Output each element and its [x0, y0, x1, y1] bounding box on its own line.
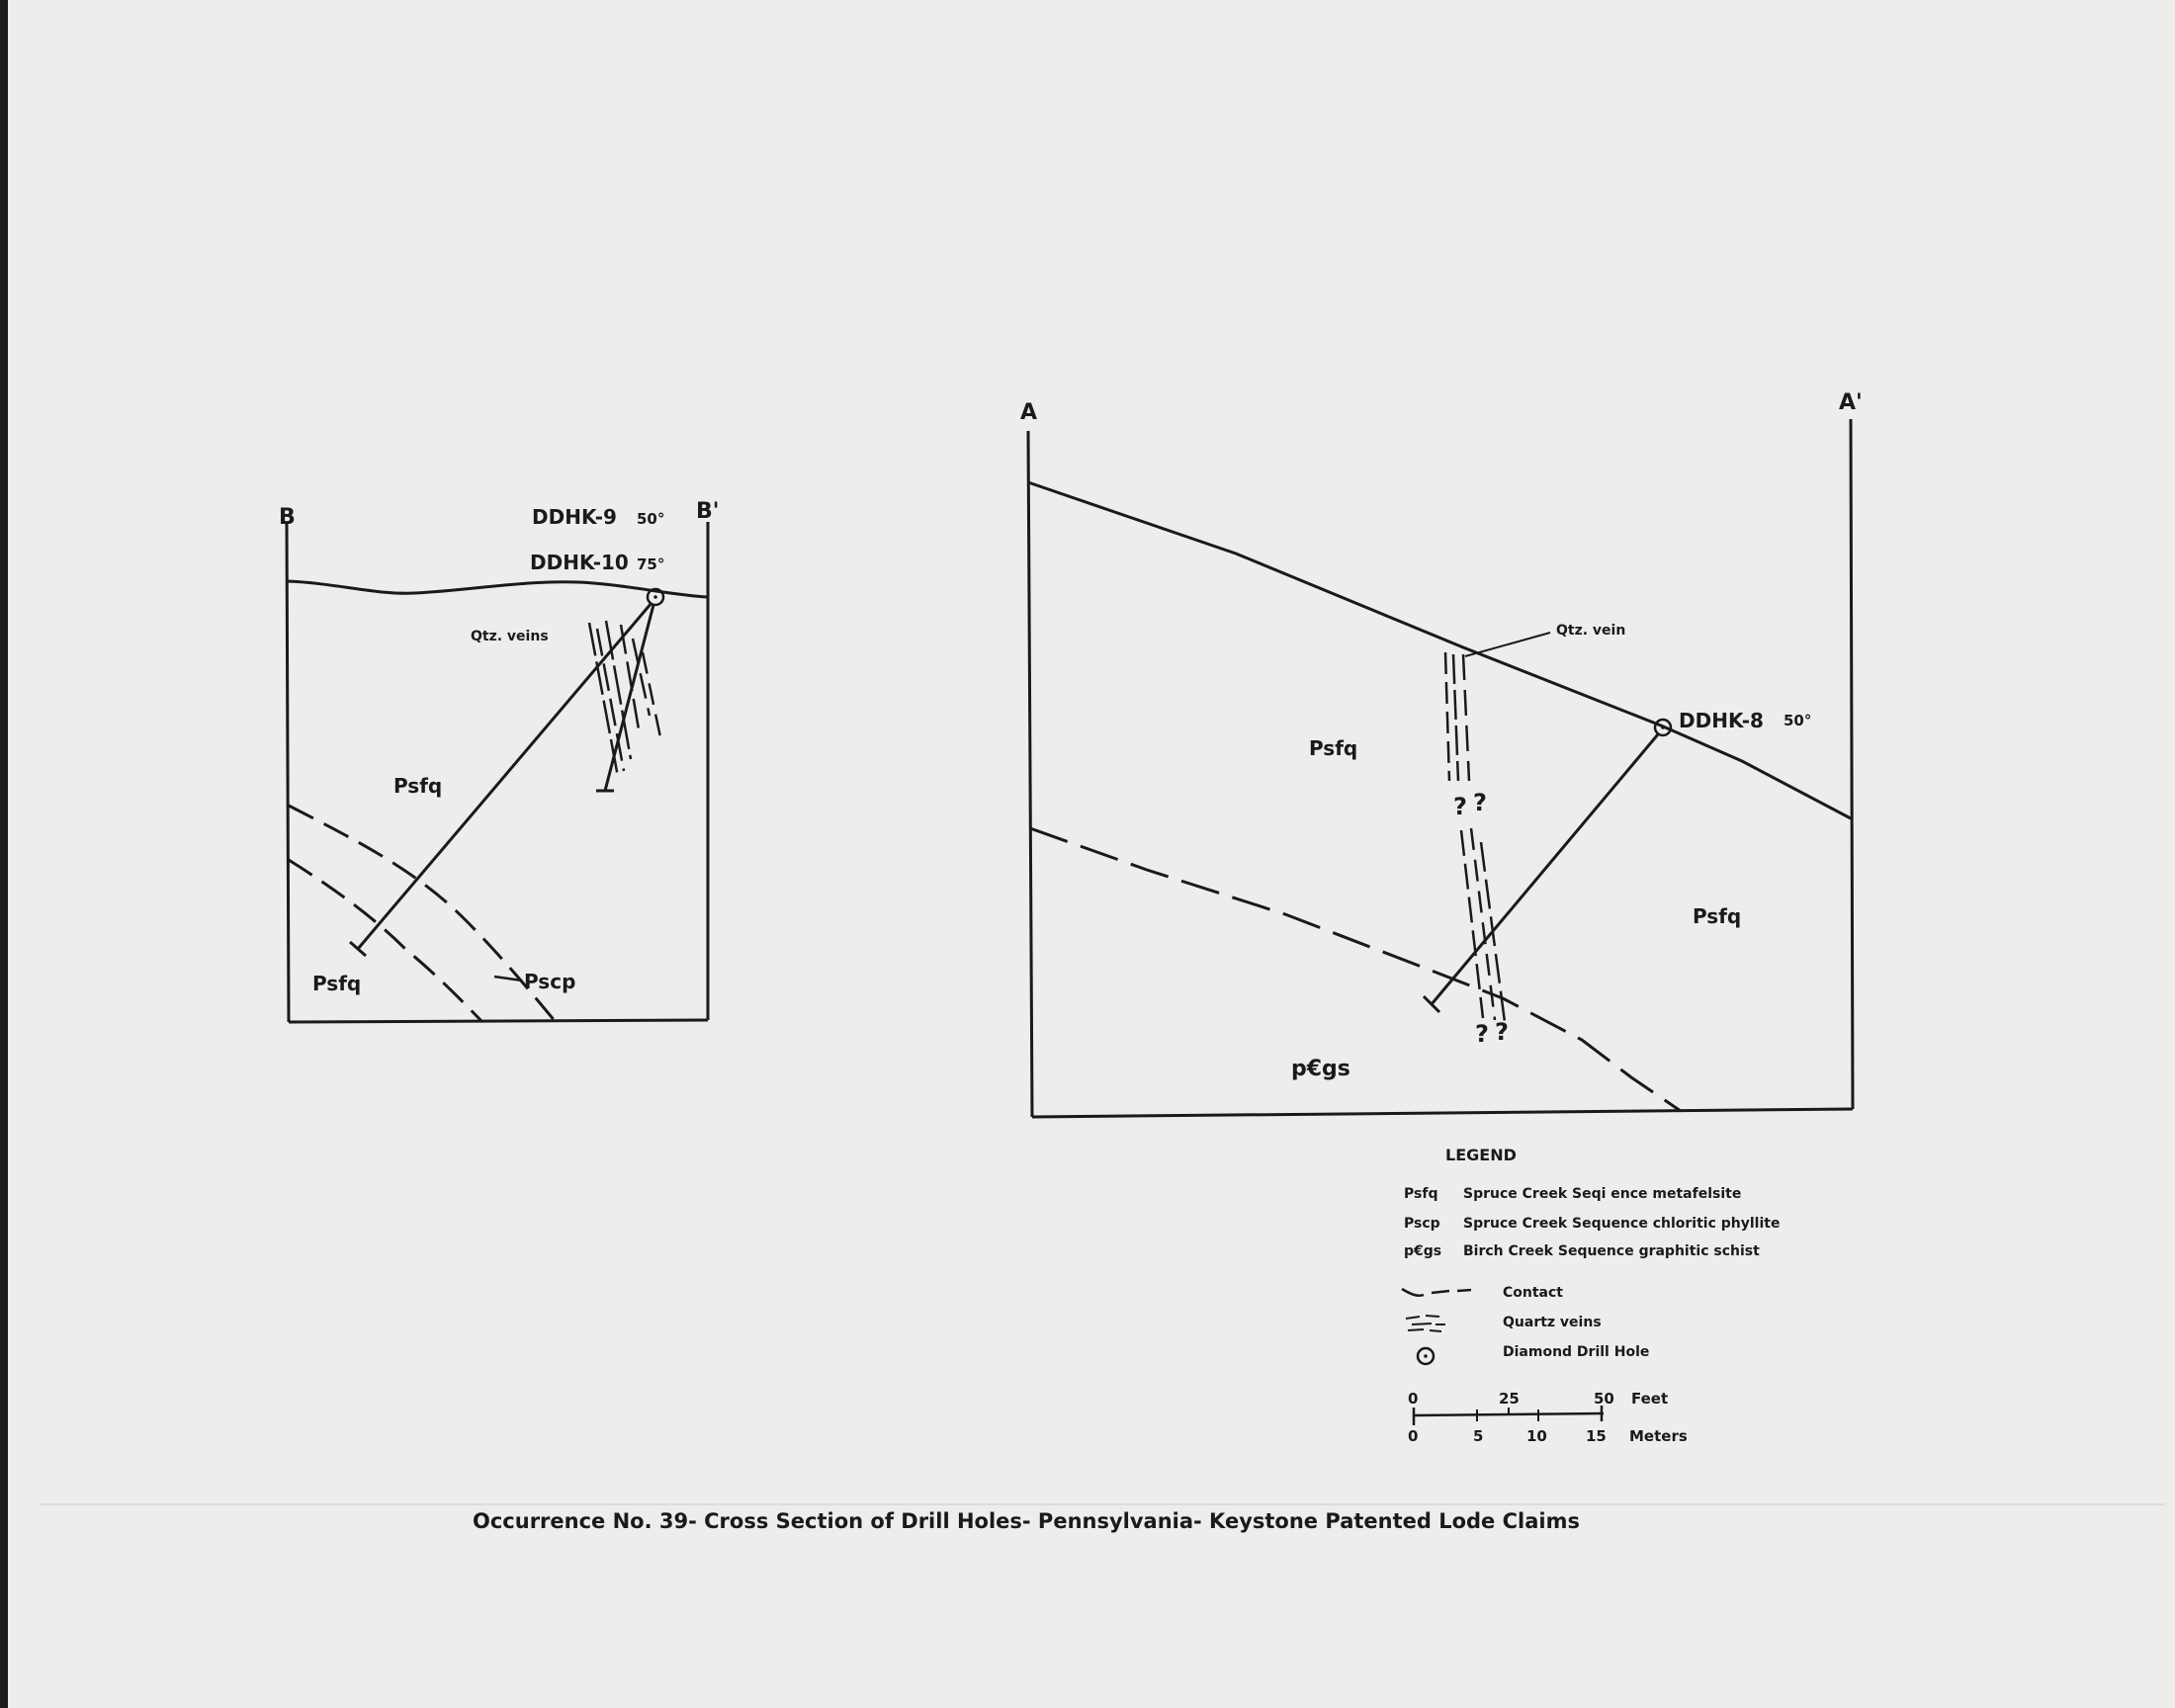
scale-feet-tick-0: 0 — [1408, 1390, 1419, 1408]
hole-ddhk10-angle: 75° — [637, 555, 665, 573]
section-b-bottom-border — [289, 1020, 708, 1022]
scale-meter-tick-15: 15 — [1586, 1427, 1607, 1445]
legend-unit-code-1: Psfq — [1404, 1186, 1438, 1202]
unit-psfq-left: Psfq — [1309, 736, 1358, 760]
drill-hole-collar-dot — [653, 595, 657, 599]
scale-meter-unit: Meters — [1629, 1427, 1688, 1445]
section-b-left-label: B — [279, 505, 296, 530]
unit-psfq-upper: Psfq — [393, 774, 443, 798]
qtz-vein-leader — [1465, 633, 1550, 656]
qtz-veins-label: Qtz. veins — [471, 629, 549, 644]
scale-bar — [1408, 1390, 1688, 1445]
figure-caption: Occurrence No. 39- Cross Section of Drill Holes- Pennsylvania- Keystone Patented Lode Claims — [473, 1509, 1580, 1533]
unit-psfq-right: Psfq — [1693, 904, 1742, 928]
quartz-vein-a — [1445, 652, 1505, 1022]
unit-psfq-lower: Psfq — [312, 972, 362, 995]
legend-unit-code-3: p€gs — [1404, 1243, 1442, 1259]
legend-unit-desc-1: Spruce Creek Seqi ence metafelsite — [1463, 1186, 1742, 1202]
section-b-ground-surface — [288, 581, 708, 597]
section-b — [279, 499, 720, 1022]
unit-pscp: Pscp — [524, 970, 576, 993]
unit-pegs: p€gs — [1291, 1057, 1350, 1081]
hole-ddhk10-label: DDHK-10 — [530, 551, 629, 574]
scale-meter-tick-5: 5 — [1473, 1427, 1484, 1445]
legend-drillhole-label: Diamond Drill Hole — [1503, 1344, 1650, 1360]
contact-line-icon — [1402, 1289, 1471, 1296]
legend-title: LEGEND — [1445, 1146, 1517, 1164]
contact-b-lower — [289, 860, 482, 1022]
hole-ddhk9-label: DDHK-9 — [532, 505, 617, 529]
legend — [1402, 1146, 1780, 1445]
section-a-left-label: A — [1020, 400, 1038, 425]
hole-ddhk8-label: DDHK-8 — [1679, 709, 1764, 732]
hole-ddhk8-angle: 50° — [1784, 712, 1812, 729]
scale-meter-tick-10: 10 — [1526, 1427, 1547, 1445]
section-a-right-border — [1851, 419, 1853, 1109]
legend-unit-desc-3: Birch Creek Sequence graphitic schist — [1463, 1243, 1760, 1259]
section-b-left-border — [287, 522, 289, 1022]
scan-edge — [0, 0, 8, 1708]
drill-hole-ddhk8-dot — [1661, 726, 1665, 729]
contact-a — [1030, 828, 1681, 1111]
quartz-veins-icon — [1406, 1316, 1445, 1331]
section-a-bottom-border — [1032, 1109, 1853, 1117]
qtz-vein-label: Qtz. vein — [1556, 623, 1626, 639]
section-a-left-border — [1028, 431, 1032, 1117]
uncertain-mark-4: ? — [1495, 1018, 1509, 1046]
section-a-ground-surface — [1028, 482, 1851, 818]
scale-feet-tick-50: 50 — [1594, 1390, 1614, 1408]
uncertain-mark-3: ? — [1475, 1020, 1489, 1048]
scale-feet-tick-25: 25 — [1499, 1390, 1520, 1408]
quartz-veins-b — [589, 621, 660, 777]
scale-feet-unit: Feet — [1631, 1390, 1669, 1408]
uncertain-mark-1: ? — [1453, 793, 1467, 820]
drill-hole-icon-dot — [1424, 1354, 1428, 1358]
section-b-right-label: B' — [696, 499, 720, 524]
legend-unit-desc-2: Spruce Creek Sequence chloritic phyllite — [1463, 1216, 1781, 1232]
uncertain-mark-2: ? — [1473, 789, 1487, 816]
section-a — [1020, 390, 1863, 1117]
legend-contact-label: Contact — [1503, 1285, 1563, 1301]
hole-ddhk9-angle: 50° — [637, 510, 665, 528]
legend-unit-code-2: Pscp — [1404, 1216, 1440, 1232]
section-a-right-label: A' — [1839, 390, 1863, 415]
scale-meter-tick-0: 0 — [1408, 1427, 1419, 1445]
legend-quartz-label: Quartz veins — [1503, 1315, 1602, 1330]
